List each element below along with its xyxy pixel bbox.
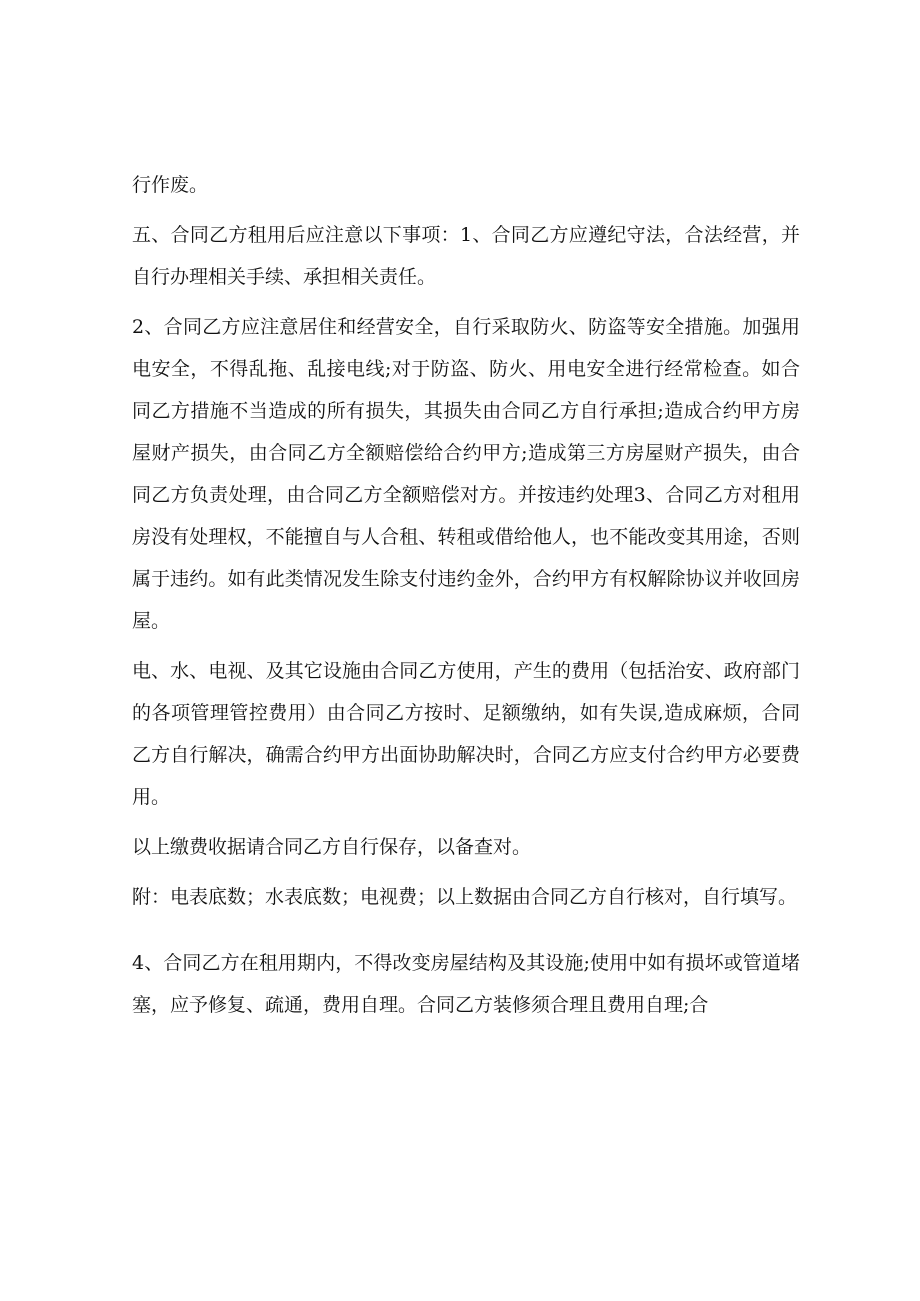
paragraph-7: 4、合同乙方在租用期内，不得改变房屋结构及其设施;使用中如有损坏或管道堵塞，应予修复、疏通，费用自理。合同乙方装修须合理且费用自理;合 (132, 952, 800, 1016)
paragraph-5: 以上缴费收据请合同乙方自行保存，以备查对。 (132, 836, 532, 858)
paragraph-2: 五、合同乙方租用后应注意以下事项：1、合同乙方应遵纪守法，合法经营，并自行办理相关手续、承担相关责任。 (132, 224, 800, 288)
paragraph-3: 2、合同乙方应注意居住和经营安全，自行采取防火、防盗等安全措施。加强用电安全，不得乱拖、乱接电线;对于防盗、防火、用电安全进行经常检查。如合同乙方措施不当造成的所有损失，其损失由合同乙方自行承担;造成合约甲方房屋财产损失，由合同乙方全额赔偿给合约甲方;造成第三方房屋财产损失，由合同乙方负责处理，由合同乙方全额赔偿对方。并按违约处理3、合同乙方对租用房没有处理权，不能擅自与人合租、转租或借给他人，也不能改变其用途，否则属于违约。如有此类情况发生除支付违约金外，合约甲方有权解除协议并收回房屋。 (132, 316, 800, 632)
document-body (132, 164, 800, 1034)
paragraph-6: 附：电表底数；水表底数；电视费；以上数据由合同乙方自行核对，自行填写。 (132, 886, 798, 908)
paragraph-4: 电、水、电视、及其它设施由合同乙方使用，产生的费用（包括治安、政府部门的各项管理管控费用）由合同乙方按时、足额缴纳，如有失误,造成麻烦，合同乙方自行解决，确需合约甲方出面协助解决时，合同乙方应支付合约甲方必要费用。 (132, 660, 800, 808)
paragraph-1: 行作废。 (132, 174, 209, 196)
